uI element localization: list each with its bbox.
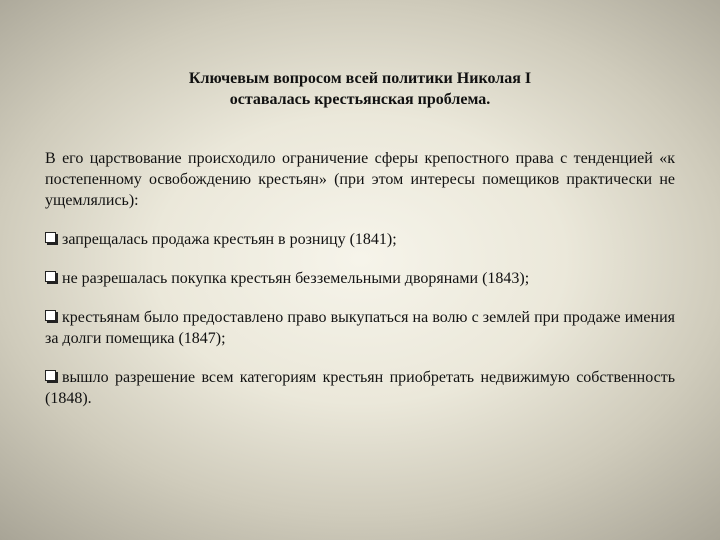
slide-content xyxy=(45,148,675,409)
bullet-text: вышло разрешение всем категориям крестьян приобретать недвижимую собственность (1848). xyxy=(45,369,675,407)
bullet-item xyxy=(45,268,675,289)
bullet-item xyxy=(45,229,675,250)
title-line-2: оставалась крестьянская проблема. xyxy=(229,91,491,108)
bullet-item xyxy=(45,367,675,409)
square-bullet-icon xyxy=(45,310,56,321)
bullet-text: крестьянам было предоставлено право выкупаться на волю с землей при продаже имения за долги помещика (1847); xyxy=(45,309,675,347)
intro-paragraph: В его царствование происходило ограничение сферы крепостного права с тенденцией «к постепенному освобождению крестьян» (при этом интересы помещиков практически не ущемлялись): xyxy=(45,150,675,209)
square-bullet-icon xyxy=(45,271,56,282)
slide-title xyxy=(40,68,680,110)
bullet-text: не разрешалась покупка крестьян безземельными дворянами (1843); xyxy=(62,270,530,287)
bullet-text: запрещалась продажа крестьян в розницу (1841); xyxy=(62,231,397,248)
title-line-1: Ключевым вопросом всей политики Николая I xyxy=(188,70,532,87)
bullet-item xyxy=(45,307,675,349)
square-bullet-icon xyxy=(45,232,56,243)
square-bullet-icon xyxy=(45,370,56,381)
